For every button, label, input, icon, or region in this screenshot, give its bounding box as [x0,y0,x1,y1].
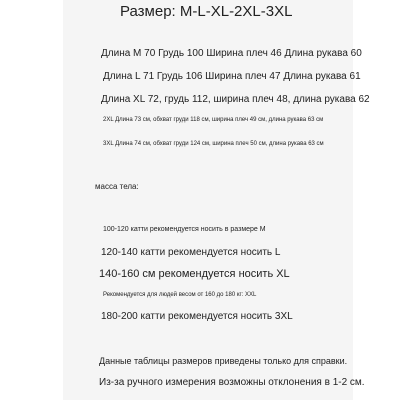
size-title: Размер: M-L-XL-2XL-3XL [120,3,293,20]
weight-heading: масса тела: [95,182,139,191]
weight-row-3xl: 180-200 катти рекомендуется носить 3XL [101,311,293,322]
weight-row-l: 120-140 катти рекомендуется носить L [101,247,281,258]
size-row-m: Длина M 70 Грудь 100 Ширина плеч 46 Длина рукава 60 [101,48,362,59]
weight-row-xl: 140-160 см рекомендуется носить XL [99,268,290,280]
note-reference: Данные таблицы размеров приведены только для справки. [99,356,348,366]
size-row-3xl: 3XL Длина 74 см, обхват груди 124 см, ширина плеч 50 см, длина рукава 63 см [103,141,324,147]
weight-row-m: 100-120 катти рекомендуется носить в размере M [103,226,266,233]
note-deviation: Из-за ручного измерения возможны отклонения в 1-2 см. [99,377,365,388]
weight-row-xxl: Рекомендуется для людей весом от 160 до 180 кг: XXL [103,292,257,298]
size-row-xl: Длина XL 72, грудь 112, ширина плеч 48, длина рукава 62 [101,94,370,105]
size-chart-card [63,0,353,400]
size-row-2xl: 2XL Длина 73 см, обхват груди 118 см, ширина плеч 49 см, длина рукава 63 см [103,117,324,123]
size-row-l: Длина L 71 Грудь 106 Ширина плеч 47 Длина рукава 61 [103,71,361,82]
